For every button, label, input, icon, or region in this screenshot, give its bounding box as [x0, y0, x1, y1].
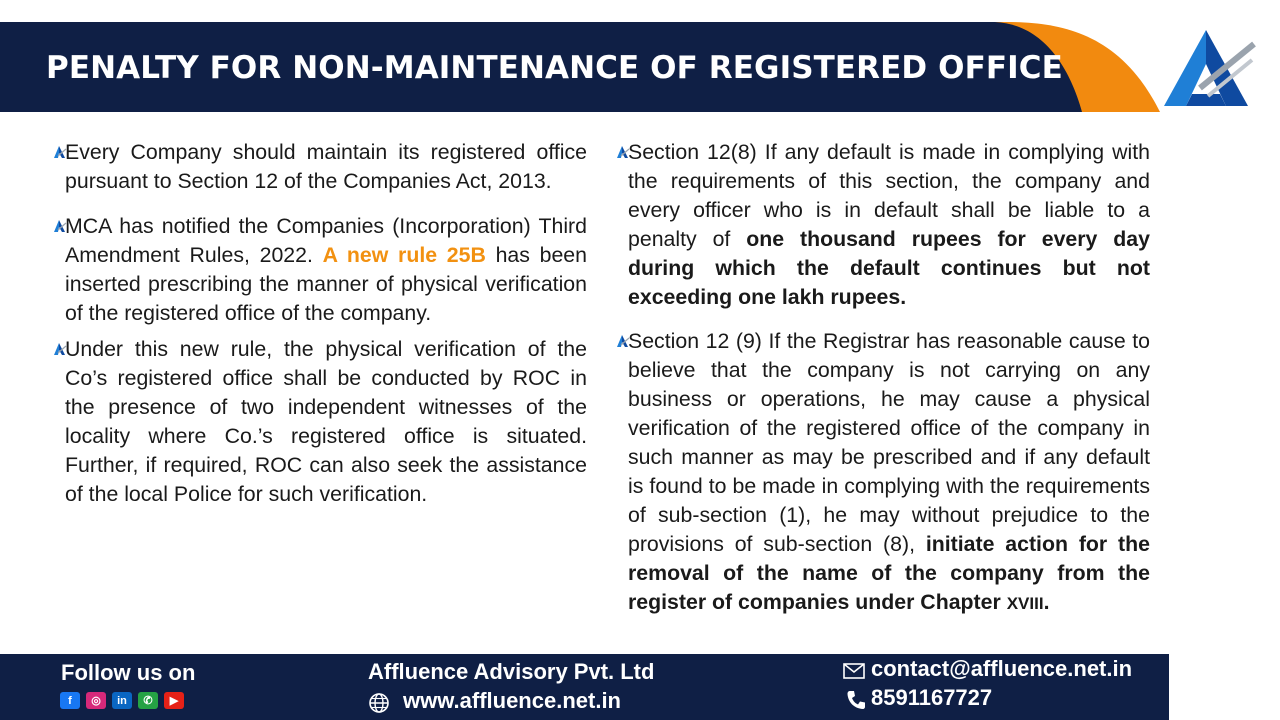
whatsapp-icon[interactable]: ✆: [138, 692, 158, 709]
linkedin-icon[interactable]: in: [112, 692, 132, 709]
facebook-icon[interactable]: f: [60, 692, 80, 709]
right-column: [628, 138, 1150, 635]
highlight-rule-25b: A new rule 25B: [322, 242, 486, 267]
chapter-number: XVIII: [1006, 593, 1044, 613]
paragraph-new-rule: [65, 335, 587, 508]
mail-icon: [843, 663, 865, 679]
paragraph-maintain-office: [65, 138, 587, 196]
triangle-bullet-icon: [53, 145, 67, 159]
triangle-bullet-icon: [53, 342, 67, 356]
paragraph-text: Section 12(8) If any default is made in complying with the requirements of this section, the company and every officer who is in default shall be liable to a penalty of: [628, 140, 1150, 251]
triangle-bullet-icon: [616, 334, 630, 348]
page-title: PENALTY FOR NON-MAINTENANCE OF REGISTERED OFFICE: [46, 50, 1063, 86]
paragraph-section-12-8: [628, 138, 1150, 311]
globe-icon: [368, 692, 390, 714]
paragraph-text: Section 12 (9) If the Registrar has reasonable cause to believe that the company is not carrying on any business or operations, he may cause a physical verification of the registered office of the company in such manner as may be prescribed and if any default is found to be made in complying with the requirements of sub-section (1), he may without prejudice to the provisions of sub-section (8),: [628, 329, 1150, 556]
penalty-amount-text: one thousand rupees for every day during which the default continues but not exceeding one lakh rupees.: [628, 226, 1150, 309]
left-column: [65, 138, 587, 525]
footer-bar: [0, 654, 1169, 720]
removal-action-text: initiate action for the removal of the name of the company from the register of companies under Chapter: [628, 531, 1150, 614]
follow-us-label: Follow us on: [61, 660, 196, 685]
paragraph-text: Every Company should maintain its registered office pursuant to Section 12 of the Companies Act, 2013.: [65, 140, 587, 193]
phone-number[interactable]: 8591167727: [871, 685, 993, 710]
paragraph-text: has been inserted prescribing the manner of physical verification of the registered office of the company.: [65, 242, 587, 325]
paragraph-section-12-9: [628, 327, 1150, 618]
company-name: Affluence Advisory Pvt. Ltd: [368, 659, 655, 684]
triangle-bullet-icon: [53, 219, 67, 233]
website-link[interactable]: www.affluence.net.in: [403, 688, 621, 713]
paragraph-mca-rules: [65, 212, 587, 328]
social-links: [60, 692, 184, 709]
sentence-end: .: [1043, 589, 1050, 614]
phone-icon: [845, 689, 867, 711]
triangle-bullet-icon: [616, 145, 630, 159]
paragraph-text: MCA has notified the Companies (Incorporation) Third Amendment Rules, 2022.: [65, 213, 587, 267]
instagram-icon[interactable]: ◎: [86, 692, 106, 709]
affluence-logo: [1156, 26, 1256, 110]
email-link[interactable]: contact@affluence.net.in: [871, 656, 1133, 681]
paragraph-text: Under this new rule, the physical verification of the Co’s registered office shall be conducted by ROC in the presence of two independent witnesses of the locality where Co.’s registered office is situated. Further, if required, ROC can also seek the assistance of the local Police for such verification.: [65, 337, 587, 506]
header-banner: [0, 22, 1280, 112]
youtube-icon[interactable]: ▶: [164, 692, 184, 709]
